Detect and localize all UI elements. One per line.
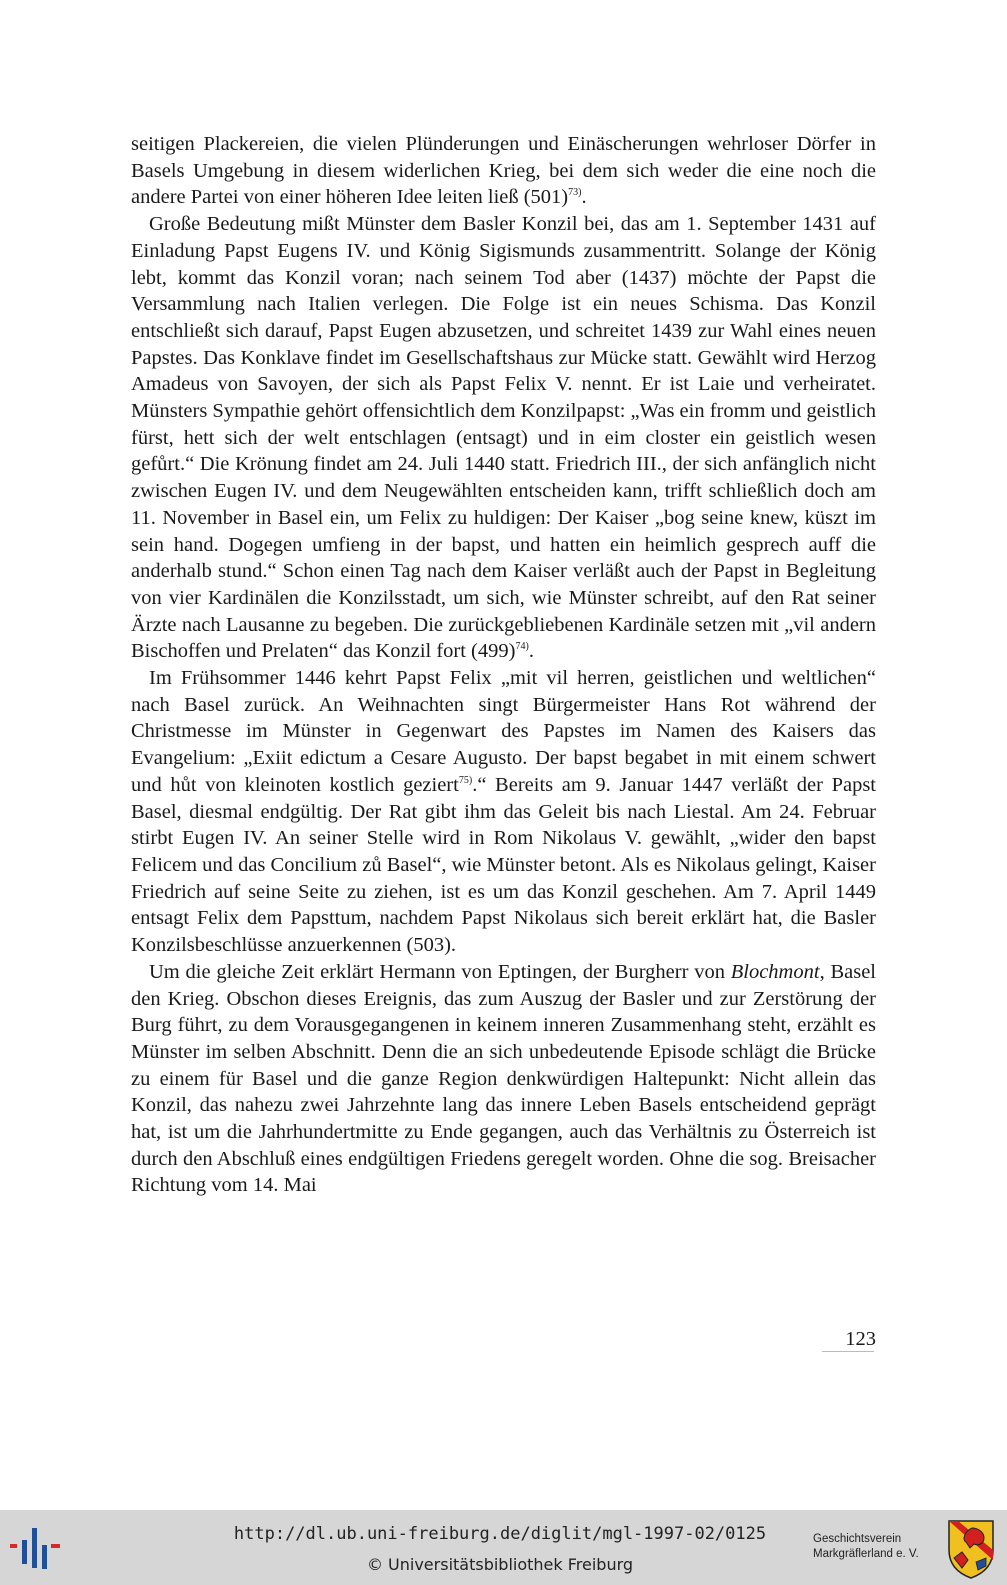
paragraph-text: Um die gleiche Zeit erklärt Hermann von Eptingen, der Burgherr von — [149, 960, 725, 983]
university-library-logo-icon — [8, 1523, 64, 1573]
society-line-1: Geschichtsverein — [813, 1533, 902, 1545]
logo-blue-bar-3 — [42, 1545, 47, 1569]
page-number: 123 — [845, 1328, 876, 1350]
society-line-2: Markgräflerland e. V. — [813, 1548, 919, 1560]
paragraph-tail: . — [581, 186, 587, 209]
paragraph-tail: . — [528, 640, 534, 663]
society-name — [813, 1532, 938, 1562]
source-url[interactable]: http://dl.ub.uni-freiburg.de/diglit/mgl-1997-02/0125 — [233, 1524, 767, 1544]
paragraph-text: Große Bedeutung mißt Münster dem Basler Konzil bei, das am 1. September 1431 auf Einladung Papst Eugens IV. und König Sigismunds zusammentritt. Solange der König lebt, kommt das Konzil voran; nach seinem Tod aber (1437) möchte der Papst die Versammlung nach Italien verlegen. Die Folge ist ein neues Schisma. Das Konzil entschließt sich darauf, Papst Eugen abzusetzen, und schreitet 1439 zur Wahl eines neuen Papstes. Das Konklave findet im Gesellschaftshaus zur Mücke statt. Gewählt wird Herzog Amadeus von Savoyen, der sich als Papst Felix V. nennt. Er ist Laie und verheiratet. Münsters Sympathie gehört offensichtlich dem Konzilpapst: „Was ein fromm und geistlich fürst, hett sich der welt entschlagen (entsagt) und in eim closter ein geistlich wesen gefůrt.“ Die Krönung findet am 24. Juli 1440 statt. Friedrich III., der sich anfänglich nicht zwischen Eugen IV. und dem Neugewählten entscheiden kann, trifft schließlich doch am 11. November in Basel ein, um Felix zu huldigen: Der Kaiser „bog seine knew, küszt im sein hand. Dogegen umfieng in der bapst, und hatten ein heimlich gesprech auff die anderhalb stund.“ Schon einen Tag nach dem Kaiser verläßt auch der Papst in Begleitung von vier Kardinälen die Konzilsstadt, um sich, wie Münster schreibt, auf den Rat seiner Ärzte nach Lausanne zu begeben. Die zurückgebliebenen Kardinäle setzen mit „vil andern Bischoffen und Prelaten“ das Konzil fort (499) — [131, 213, 876, 663]
copyright-notice: © Universitätsbibliothek Freiburg — [366, 1555, 634, 1574]
footnote-ref: 74) — [515, 641, 529, 653]
logo-red-bar-right — [51, 1544, 60, 1548]
footnote-ref: 73) — [568, 187, 582, 199]
paragraph-text: Im Frühsommer 1446 kehrt Papst Felix „mit vil herren, geistlichen und weltlichen“ nach Basel zurück. An Weihnachten singt Bürgermeister Hans Rot während der Christmesse im Münster in Gegenwart des Papstes im Namen des Kaisers das Evangelium: „Exiit edictum a Cesare Augusto. Der bapst begabet in mit einem schwert und hůt von kleinoten kostlich geziert — [131, 667, 876, 796]
source-url-link[interactable] — [200, 1524, 800, 1544]
paragraph-tail: , Basel den Krieg. Obschon dieses Ereignis, das zum Auszug der Basler und zur Zerstörung der Burg führt, zu dem Vorausgegangenen in keinem inneren Zusammenhang steht, erzählt es Münster im selben Abschnitt. Denn die an sich unbedeutende Episode schlägt die Brücke zu einem für Basel und die ganze Region denkwürdigen Haltepunkt: Nicht allein das Konzil, das nahezu zwei Jahrzehnte lang das innere Leben Basels entscheidend geprägt hat, ist um die Jahrhundertmitte zu Ende gegangen, auch das Verhältnis zu Österreich ist durch den Abschluß eines endgültigen Friedens geregelt worden. Ohne die sog. Breisacher Richtung vom 14. Mai — [131, 960, 877, 1197]
paragraph — [131, 131, 876, 211]
society-crest-icon — [946, 1518, 996, 1580]
paragraph-text: seitigen Plackereien, die vielen Plünderungen und Einäscherungen wehrloser Dörfer in Basels Umgebung in diesem widerlichen Krieg, bei dem sich weder die eine noch die andere Partei von einer höheren Idee leiten ließ (501) — [131, 133, 876, 209]
footer-bar — [0, 1510, 1007, 1585]
italic-place-name: Blochmont — [730, 960, 820, 983]
paragraph-tail: .“ Bereits am 9. Januar 1447 verläßt der Papst Basel, diesmal endgültig. Der Rat gibt ihm das Geleit bis nach Liestal. Am 24. Februar stirbt Eugen IV. An seiner Stelle wird in Rom Nikolaus V. gewählt, „wider den bapst Felicem und das Concilium zů Basel“, wie Münster betont. Als es Nikolaus gelingt, Kaiser Friedrich auf seine Seite zu ziehen, ist es um das Konzil geschehen. Am 7. April 1449 entsagt Felix dem Papsttum, nachdem Papst Nikolaus sich bereit erklärt hat, die Basler Konzilsbeschlüsse anzuerkennen (503). — [131, 773, 876, 957]
logo-blue-bar-1 — [22, 1540, 27, 1564]
footnote-ref: 75) — [458, 774, 473, 786]
page-number-rule — [822, 1351, 874, 1352]
paragraph — [131, 211, 876, 665]
logo-red-bar-left — [10, 1544, 17, 1548]
paragraph — [131, 959, 876, 1199]
paragraph — [131, 665, 876, 959]
body-text — [131, 131, 876, 1199]
logo-blue-bar-2 — [32, 1528, 37, 1568]
